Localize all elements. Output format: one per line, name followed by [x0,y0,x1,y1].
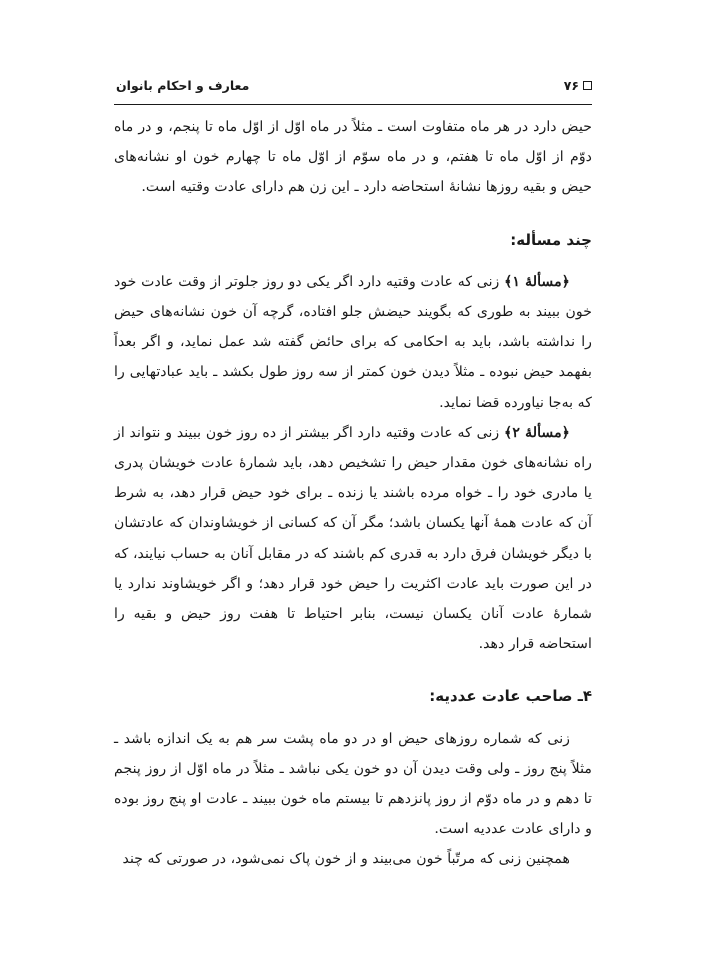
paragraph-continued: همچنین زنی که مرتّباً خون می‌بیند و از خون پاک نمی‌شود، در صورتی که چند [122,851,570,868]
paragraph-intro: حیض دارد در هر ماه متفاوت است ـ مثلاً در ماه اوّل از اوّل ماه تا پنجم، و در ماه دوّم از اوّل ماه تا هفتم، و در ماه سوّم از اوّل ماه تا چهارم خون او نشانه‌های حیض و بقیه روزها نشانهٔ استحاضه دارد ـ این زن هم دارای عادت وقتیه است. [114,119,592,196]
square-bullet-icon [583,81,592,90]
issue-2 [114,418,592,660]
body-text [114,112,592,875]
issue-1 [114,267,592,418]
issue-2-label: ﴿مسألهٔ ۲﴾ [504,424,570,441]
running-header [114,78,592,100]
issue-2-text: زنی که عادت وقتیه دارد اگر بیشتر از ده روز خون ببیند و نتواند از راه نشانه‌های خون مقدار حیض را تشخیص دهد، باید شمارهٔ عادت خویشان پدری یا مادری خود را ـ خواه مرده باشند یا زنده ـ برای خود حیض قرار دهد، به شرط آن که عادت همهٔ آنها یکسان باشد؛ مگر آن که کسانی از خویشاوندان که عادتشان با دیگر خویشان فرق دارد به قدری کم باشند که در مقابل آنان به حساب نیایند، که در این صورت باید عادت اکثریت را حیض خود قرار دهد؛ و اگر خویشاوند ندارد یا شمارهٔ عادت آنان یکسان نیست، بنابر احتیاط تا هفت روز حیض و بقیه را استحاضه قرار دهد. [114,424,592,653]
page-number-group [564,78,592,93]
section-heading-issues: چند مسأله: [510,230,592,249]
section-heading-numeric-habit: ۴ـ صاحب عادت عددیه: [429,687,592,706]
header-divider [114,104,592,105]
issue-1-text: زنی که عادت وقتیه دارد اگر یکی دو روز جلوتر از وقت عادت خود خون ببیند به طوری که بگویند حیضش جلو افتاده، گرچه آن خون نشانه‌های حیض را نداشته باشد، باید به احکامی که برای حائض گفته شد عمل نماید، و اگر بعداً بفهمد حیض نبوده ـ مثلاً دیدن خون کمتر از سه روز طول بکشد ـ باید عبادتهایی را که به‌جا نیاورده قضا نماید. [114,273,592,411]
paragraph-numeric-habit: زنی که شماره روزهای حیض او در دو ماه پشت سر هم به یک اندازه باشد ـ مثلاً پنج روز ـ ولی وقت دیدن آن دو خون یکی نباشد ـ مثلاً در ماه اوّل از روز پنجم تا دهم و در ماه دوّم از روز پانزدهم تا بیستم ماه خون ببیند ـ عادت او پنج روز بوده و دارای عادت عددیه است. [114,730,592,838]
issue-1-label: ﴿مسألهٔ ۱﴾ [504,273,570,290]
page-number: ۷۶ [563,78,579,93]
running-title: معارف و احکام بانوان [116,78,250,93]
